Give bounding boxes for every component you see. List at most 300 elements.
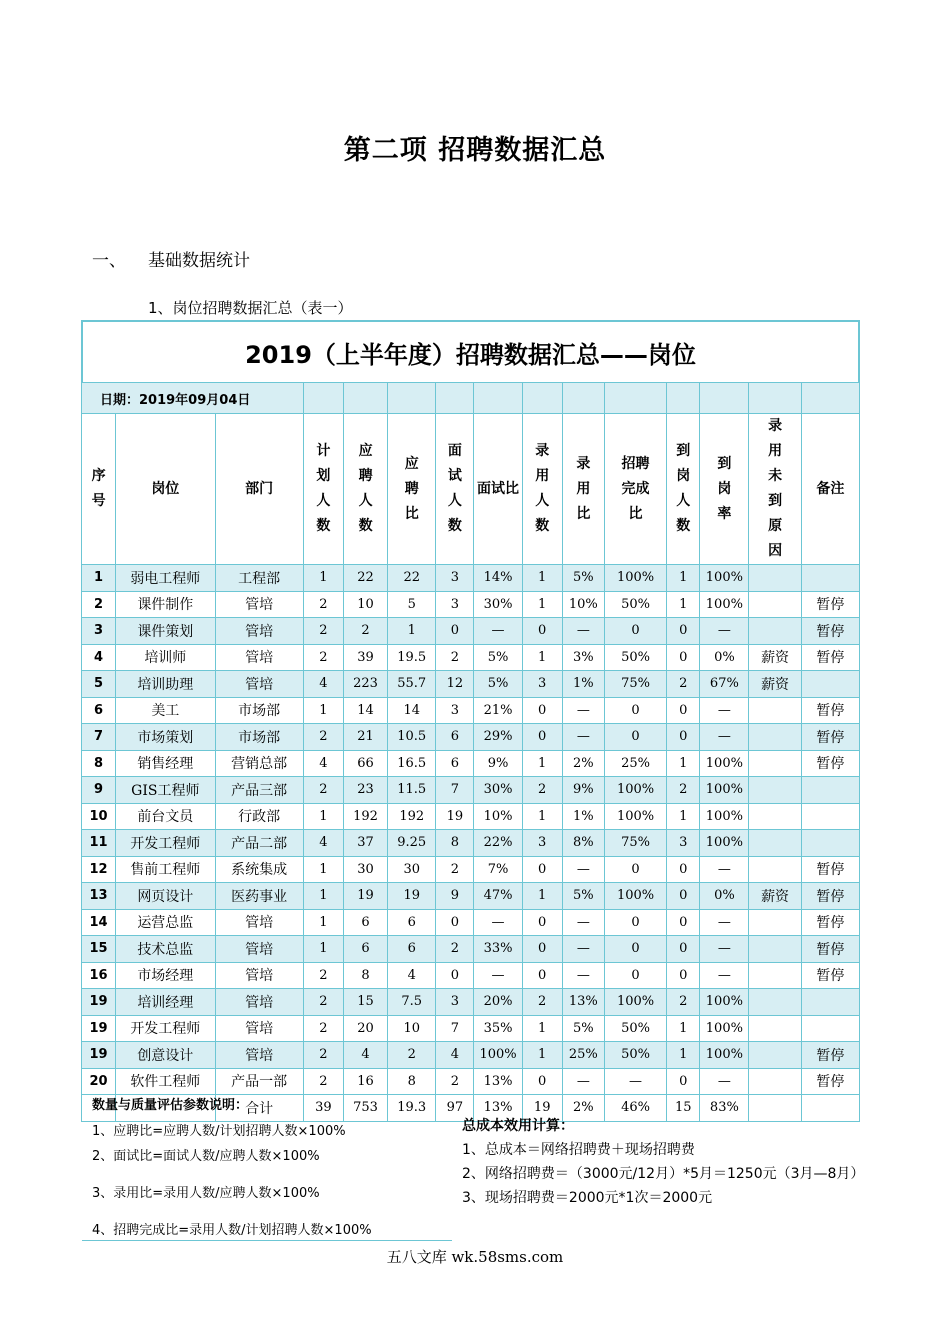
parameter-note: 1、应聘比=应聘人数/计划招聘人数×100% bbox=[92, 1124, 346, 1139]
table-cell bbox=[749, 909, 801, 936]
table-row bbox=[82, 803, 860, 830]
table-cell: 9% bbox=[474, 750, 522, 777]
table-cell bbox=[801, 803, 859, 830]
table-cell: 5 bbox=[82, 671, 116, 698]
table-cell: 2 bbox=[522, 777, 562, 804]
table-row bbox=[82, 591, 860, 618]
table-cell: 0% bbox=[700, 644, 749, 671]
table-cell: 暂停 bbox=[801, 618, 859, 645]
table-row bbox=[82, 830, 860, 857]
table-cell: 100% bbox=[604, 989, 666, 1016]
table-cell: 192 bbox=[388, 803, 436, 830]
table-cell: 25% bbox=[604, 750, 666, 777]
table-cell: 前台文员 bbox=[116, 803, 215, 830]
table-cell: 0 bbox=[522, 962, 562, 989]
cost-note: 1、总成本＝网络招聘费＋现场招聘费 bbox=[462, 1142, 695, 1158]
table-cell: 1% bbox=[562, 803, 604, 830]
table-cell: 100% bbox=[700, 830, 749, 857]
table-cell bbox=[801, 565, 859, 592]
table-cell: 75% bbox=[604, 830, 666, 857]
table-cell: 47% bbox=[474, 883, 522, 910]
table-cell: 100% bbox=[700, 989, 749, 1016]
table-cell: 12 bbox=[82, 856, 116, 883]
table-cell: — bbox=[562, 909, 604, 936]
table-cell: 暂停 bbox=[801, 591, 859, 618]
total-cell: 83% bbox=[700, 1095, 749, 1122]
table-cell: 7 bbox=[436, 777, 474, 804]
table-cell: 23 bbox=[343, 777, 387, 804]
table-date: 日期：2019年09月04日 bbox=[82, 383, 304, 414]
table-cell: 12 bbox=[436, 671, 474, 698]
table-cell: 技术总监 bbox=[116, 936, 215, 963]
table-cell: 创意设计 bbox=[116, 1042, 215, 1069]
table-cell: 100% bbox=[604, 565, 666, 592]
page-title: 第二项 招聘数据汇总 bbox=[343, 135, 607, 166]
column-header: 到岗率 bbox=[700, 414, 749, 565]
table-cell: 30 bbox=[343, 856, 387, 883]
column-header: 计划人数 bbox=[303, 414, 343, 565]
table-cell: — bbox=[562, 724, 604, 751]
table-cell bbox=[749, 565, 801, 592]
table-cell: 30% bbox=[474, 591, 522, 618]
column-header: 岗位 bbox=[116, 414, 215, 565]
table-cell: 2 bbox=[303, 962, 343, 989]
table-cell bbox=[749, 1042, 801, 1069]
table-cell: 1 bbox=[522, 1015, 562, 1042]
column-header: 招聘完成比 bbox=[604, 414, 666, 565]
table-cell: 销售经理 bbox=[116, 750, 215, 777]
table-cell: 14 bbox=[343, 697, 387, 724]
empty-cell bbox=[474, 383, 522, 414]
table-cell: 100% bbox=[700, 803, 749, 830]
table-cell: 1 bbox=[303, 565, 343, 592]
table-cell: 19 bbox=[343, 883, 387, 910]
section-label: 基础数据统计 bbox=[148, 251, 250, 271]
table-cell: 市场部 bbox=[215, 724, 303, 751]
table-cell: 0 bbox=[522, 936, 562, 963]
table-cell: 开发工程师 bbox=[116, 1015, 215, 1042]
empty-cell bbox=[801, 383, 859, 414]
table-cell: 16.5 bbox=[388, 750, 436, 777]
table-cell: 10% bbox=[562, 591, 604, 618]
empty-cell bbox=[749, 383, 801, 414]
table-cell: 售前工程师 bbox=[116, 856, 215, 883]
table-cell bbox=[749, 591, 801, 618]
table-cell bbox=[749, 830, 801, 857]
table-cell: 19 bbox=[82, 1015, 116, 1042]
table-cell: 0 bbox=[522, 1068, 562, 1095]
table-cell: 暂停 bbox=[801, 962, 859, 989]
parameter-notes-heading: 数量与质量评估参数说明： bbox=[92, 1098, 249, 1113]
table-cell: 14 bbox=[388, 697, 436, 724]
table-cell: 75% bbox=[604, 671, 666, 698]
table-cell: 0 bbox=[604, 962, 666, 989]
table-cell: 100% bbox=[474, 1042, 522, 1069]
table-cell: 1 bbox=[667, 1015, 700, 1042]
table-cell: 课件策划 bbox=[116, 618, 215, 645]
table-cell: 0 bbox=[522, 724, 562, 751]
table-cell: 10 bbox=[82, 803, 116, 830]
table-cell: 30% bbox=[474, 777, 522, 804]
table-cell: 1 bbox=[667, 1042, 700, 1069]
column-header: 面试人数 bbox=[436, 414, 474, 565]
table-cell: 管培 bbox=[215, 644, 303, 671]
table-cell: 10 bbox=[388, 1015, 436, 1042]
table-cell: 22 bbox=[343, 565, 387, 592]
total-cell: 753 bbox=[343, 1095, 387, 1122]
column-header: 录用人数 bbox=[522, 414, 562, 565]
table-cell: 14% bbox=[474, 565, 522, 592]
table-cell: 5% bbox=[562, 1015, 604, 1042]
table-cell: 管培 bbox=[215, 989, 303, 1016]
table-cell: 产品二部 bbox=[215, 830, 303, 857]
recruitment-table bbox=[81, 382, 860, 1122]
cost-notes bbox=[462, 1114, 882, 1210]
table-cell: 5% bbox=[474, 671, 522, 698]
table-cell: 1 bbox=[522, 750, 562, 777]
table-cell: 0 bbox=[522, 618, 562, 645]
table-cell: 4 bbox=[343, 1042, 387, 1069]
table-cell: 薪资 bbox=[749, 644, 801, 671]
table-cell: 2 bbox=[343, 618, 387, 645]
table-cell bbox=[749, 1015, 801, 1042]
table-cell: 2 bbox=[303, 1042, 343, 1069]
table-cell: 9.25 bbox=[388, 830, 436, 857]
column-header: 录用比 bbox=[562, 414, 604, 565]
column-header: 备注 bbox=[801, 414, 859, 565]
total-cell: 97 bbox=[436, 1095, 474, 1122]
table-cell: 1 bbox=[303, 803, 343, 830]
table-cell: 5% bbox=[562, 565, 604, 592]
table-cell: 8 bbox=[82, 750, 116, 777]
table-cell: 3 bbox=[82, 618, 116, 645]
table-cell: 4 bbox=[388, 962, 436, 989]
table-cell: 100% bbox=[700, 565, 749, 592]
recruitment-table-container bbox=[81, 320, 860, 1122]
table-cell: 25% bbox=[562, 1042, 604, 1069]
table-cell: 1 bbox=[522, 883, 562, 910]
table-cell: 0 bbox=[522, 697, 562, 724]
table-cell: 管培 bbox=[215, 671, 303, 698]
table-cell: 管培 bbox=[215, 618, 303, 645]
footer-watermark: 五八文库 wk.58sms.com bbox=[386, 1248, 564, 1266]
empty-cell bbox=[700, 383, 749, 414]
table-cell: 课件制作 bbox=[116, 591, 215, 618]
table-cell: 2 bbox=[303, 591, 343, 618]
table-cell: 16 bbox=[343, 1068, 387, 1095]
table-row bbox=[82, 909, 860, 936]
table-cell: 1 bbox=[522, 803, 562, 830]
table-cell: 9 bbox=[436, 883, 474, 910]
table-cell: — bbox=[700, 936, 749, 963]
table-cell: 100% bbox=[700, 1015, 749, 1042]
empty-cell bbox=[343, 383, 387, 414]
table-cell: — bbox=[474, 618, 522, 645]
total-cell: 15 bbox=[667, 1095, 700, 1122]
empty-cell bbox=[522, 383, 562, 414]
column-header: 部门 bbox=[215, 414, 303, 565]
table-cell bbox=[749, 856, 801, 883]
table-cell: 1 bbox=[388, 618, 436, 645]
table-cell: 3 bbox=[522, 671, 562, 698]
table-cell: 66 bbox=[343, 750, 387, 777]
subsection-heading: 1、岗位招聘数据汇总（表一） bbox=[148, 299, 353, 317]
table-cell: 13% bbox=[562, 989, 604, 1016]
table-cell: 0 bbox=[522, 856, 562, 883]
table-cell: 4 bbox=[82, 644, 116, 671]
table-cell: 11 bbox=[82, 830, 116, 857]
table-cell: 2 bbox=[303, 644, 343, 671]
table-cell: 暂停 bbox=[801, 724, 859, 751]
table-cell: 20% bbox=[474, 989, 522, 1016]
table-cell: 8 bbox=[436, 830, 474, 857]
table-cell: 2 bbox=[436, 936, 474, 963]
table-cell: — bbox=[700, 618, 749, 645]
table-cell: 35% bbox=[474, 1015, 522, 1042]
table-cell: 192 bbox=[343, 803, 387, 830]
empty-cell bbox=[604, 383, 666, 414]
table-cell: 223 bbox=[343, 671, 387, 698]
table-cell: 39 bbox=[343, 644, 387, 671]
table-row bbox=[82, 697, 860, 724]
table-cell bbox=[749, 803, 801, 830]
table-cell: 7 bbox=[82, 724, 116, 751]
table-cell: 薪资 bbox=[749, 671, 801, 698]
parameter-note: 2、面试比=面试人数/应聘人数×100% bbox=[92, 1149, 320, 1164]
total-cell: 19.3 bbox=[388, 1095, 436, 1122]
table-cell: 16 bbox=[82, 962, 116, 989]
table-cell: 10 bbox=[343, 591, 387, 618]
parameter-note: 4、招聘完成比=录用人数/计划招聘人数×100% bbox=[92, 1223, 372, 1238]
table-cell: 8% bbox=[562, 830, 604, 857]
table-cell: 2 bbox=[303, 1015, 343, 1042]
table-cell: — bbox=[700, 697, 749, 724]
table-cell: 2% bbox=[562, 750, 604, 777]
table-cell: 13 bbox=[82, 883, 116, 910]
table-cell: 2 bbox=[388, 1042, 436, 1069]
table-cell bbox=[749, 777, 801, 804]
table-cell: 50% bbox=[604, 644, 666, 671]
table-cell: 0 bbox=[604, 697, 666, 724]
table-cell: 管培 bbox=[215, 962, 303, 989]
empty-cell bbox=[667, 383, 700, 414]
table-cell bbox=[749, 697, 801, 724]
table-cell: 2 bbox=[303, 724, 343, 751]
table-cell bbox=[801, 777, 859, 804]
table-cell: 100% bbox=[700, 1042, 749, 1069]
table-cell: 3 bbox=[436, 697, 474, 724]
table-cell: — bbox=[474, 962, 522, 989]
table-cell: 3 bbox=[667, 830, 700, 857]
table-cell: 0 bbox=[667, 883, 700, 910]
table-cell: 开发工程师 bbox=[116, 830, 215, 857]
table-cell: 14 bbox=[82, 909, 116, 936]
table-cell: 1 bbox=[303, 909, 343, 936]
table-cell: — bbox=[700, 856, 749, 883]
table-cell: 19 bbox=[82, 989, 116, 1016]
table-cell bbox=[749, 1068, 801, 1095]
table-cell: — bbox=[700, 724, 749, 751]
table-row bbox=[82, 777, 860, 804]
table-cell: 3 bbox=[436, 591, 474, 618]
table-cell: — bbox=[604, 1068, 666, 1095]
table-cell: 0 bbox=[436, 962, 474, 989]
table-cell: 6 bbox=[343, 909, 387, 936]
table-cell: 3% bbox=[562, 644, 604, 671]
column-header: 应聘比 bbox=[388, 414, 436, 565]
total-cell: 13% bbox=[474, 1095, 522, 1122]
table-cell: — bbox=[562, 1068, 604, 1095]
table-cell: — bbox=[562, 618, 604, 645]
table-cell: 暂停 bbox=[801, 883, 859, 910]
table-cell: 9 bbox=[82, 777, 116, 804]
table-cell: 100% bbox=[604, 883, 666, 910]
table-row bbox=[82, 856, 860, 883]
table-cell: 1 bbox=[303, 883, 343, 910]
table-cell: 4 bbox=[303, 671, 343, 698]
table-cell: 2 bbox=[436, 1068, 474, 1095]
table-cell: 9% bbox=[562, 777, 604, 804]
cost-notes-heading: 总成本效用计算： bbox=[462, 1118, 574, 1134]
table-cell: 2 bbox=[667, 671, 700, 698]
table-cell: 2 bbox=[303, 1068, 343, 1095]
table-cell: 20 bbox=[343, 1015, 387, 1042]
table-cell bbox=[749, 724, 801, 751]
table-cell: 营销总部 bbox=[215, 750, 303, 777]
table-row bbox=[82, 644, 860, 671]
table-cell: 管培 bbox=[215, 1042, 303, 1069]
table-cell: 5% bbox=[474, 644, 522, 671]
cost-note: 3、现场招聘费＝2000元*1次＝2000元 bbox=[462, 1190, 713, 1206]
table-cell: 市场策划 bbox=[116, 724, 215, 751]
table-row bbox=[82, 1068, 860, 1095]
table-cell: 暂停 bbox=[801, 750, 859, 777]
table-cell: 薪资 bbox=[749, 883, 801, 910]
table-cell: 10.5 bbox=[388, 724, 436, 751]
table-cell: 0 bbox=[667, 697, 700, 724]
table-cell: 系统集成 bbox=[215, 856, 303, 883]
table-cell: 暂停 bbox=[801, 909, 859, 936]
notes-underline bbox=[82, 1240, 452, 1241]
table-cell: — bbox=[700, 909, 749, 936]
parameter-note: 3、录用比=录用人数/应聘人数×100% bbox=[92, 1186, 320, 1201]
table-cell: 1 bbox=[522, 565, 562, 592]
section-heading bbox=[92, 246, 250, 271]
table-cell: 市场部 bbox=[215, 697, 303, 724]
table-cell: 6 bbox=[436, 724, 474, 751]
table-cell: 0 bbox=[522, 909, 562, 936]
table-cell: 1 bbox=[667, 591, 700, 618]
table-row bbox=[82, 724, 860, 751]
table-cell: 0 bbox=[436, 909, 474, 936]
table-cell: 33% bbox=[474, 936, 522, 963]
table-cell: 0 bbox=[604, 618, 666, 645]
table-cell: 20 bbox=[82, 1068, 116, 1095]
table-cell: 29% bbox=[474, 724, 522, 751]
table-cell: 0 bbox=[667, 856, 700, 883]
table-cell: 网页设计 bbox=[116, 883, 215, 910]
table-cell: 4 bbox=[303, 830, 343, 857]
table-cell: 6 bbox=[436, 750, 474, 777]
table-cell: 管培 bbox=[215, 1015, 303, 1042]
table-cell: 医药事业 bbox=[215, 883, 303, 910]
table-cell: 6 bbox=[82, 697, 116, 724]
table-cell: 2 bbox=[303, 777, 343, 804]
table-cell: 22% bbox=[474, 830, 522, 857]
table-cell: 55.7 bbox=[388, 671, 436, 698]
table-cell: 暂停 bbox=[801, 697, 859, 724]
table-cell: 100% bbox=[700, 777, 749, 804]
table-cell: 7% bbox=[474, 856, 522, 883]
table-cell: 5% bbox=[562, 883, 604, 910]
table-cell bbox=[749, 989, 801, 1016]
table-cell: 50% bbox=[604, 591, 666, 618]
table-cell: 暂停 bbox=[801, 1042, 859, 1069]
table-cell: — bbox=[474, 909, 522, 936]
table-row bbox=[82, 618, 860, 645]
table-cell: 0 bbox=[667, 724, 700, 751]
table-cell bbox=[749, 962, 801, 989]
table-row bbox=[82, 1015, 860, 1042]
table-cell: 21% bbox=[474, 697, 522, 724]
table-cell: 1 bbox=[667, 565, 700, 592]
table-cell: 2 bbox=[667, 777, 700, 804]
column-header: 到岗人数 bbox=[667, 414, 700, 565]
table-cell: 0 bbox=[667, 962, 700, 989]
table-cell bbox=[801, 989, 859, 1016]
table-cell bbox=[749, 936, 801, 963]
table-cell: 19 bbox=[82, 1042, 116, 1069]
table-cell: — bbox=[562, 936, 604, 963]
table-cell: 67% bbox=[700, 671, 749, 698]
table-cell: 2 bbox=[436, 644, 474, 671]
table-cell: 2 bbox=[303, 989, 343, 1016]
date-row bbox=[82, 383, 860, 414]
table-cell: — bbox=[700, 1068, 749, 1095]
header-row bbox=[82, 414, 860, 565]
table-cell bbox=[749, 750, 801, 777]
table-cell: 5 bbox=[388, 591, 436, 618]
section-number: 一、 bbox=[92, 251, 126, 271]
table-cell bbox=[749, 618, 801, 645]
table-cell: 3 bbox=[436, 565, 474, 592]
table-cell: 50% bbox=[604, 1042, 666, 1069]
table-cell: 运营总监 bbox=[116, 909, 215, 936]
table-cell: 0 bbox=[436, 618, 474, 645]
table-cell: 1 bbox=[522, 1042, 562, 1069]
table-row bbox=[82, 565, 860, 592]
table-cell: 2 bbox=[667, 989, 700, 1016]
table-cell: 8 bbox=[388, 1068, 436, 1095]
table-cell: 50% bbox=[604, 1015, 666, 1042]
table-cell: 培训师 bbox=[116, 644, 215, 671]
table-row bbox=[82, 671, 860, 698]
table-cell: GIS工程师 bbox=[116, 777, 215, 804]
table-cell: 4 bbox=[436, 1042, 474, 1069]
table-cell: — bbox=[562, 697, 604, 724]
table-cell: 0% bbox=[700, 883, 749, 910]
table-cell: 0 bbox=[604, 909, 666, 936]
table-cell: 0 bbox=[667, 936, 700, 963]
table-cell: 3 bbox=[436, 989, 474, 1016]
table-cell: 管培 bbox=[215, 591, 303, 618]
table-cell: 1 bbox=[522, 591, 562, 618]
table-row bbox=[82, 1042, 860, 1069]
table-title: 2019（上半年度）招聘数据汇总——岗位 bbox=[81, 320, 860, 382]
table-cell: 11.5 bbox=[388, 777, 436, 804]
table-cell: 产品一部 bbox=[215, 1068, 303, 1095]
table-cell: 21 bbox=[343, 724, 387, 751]
